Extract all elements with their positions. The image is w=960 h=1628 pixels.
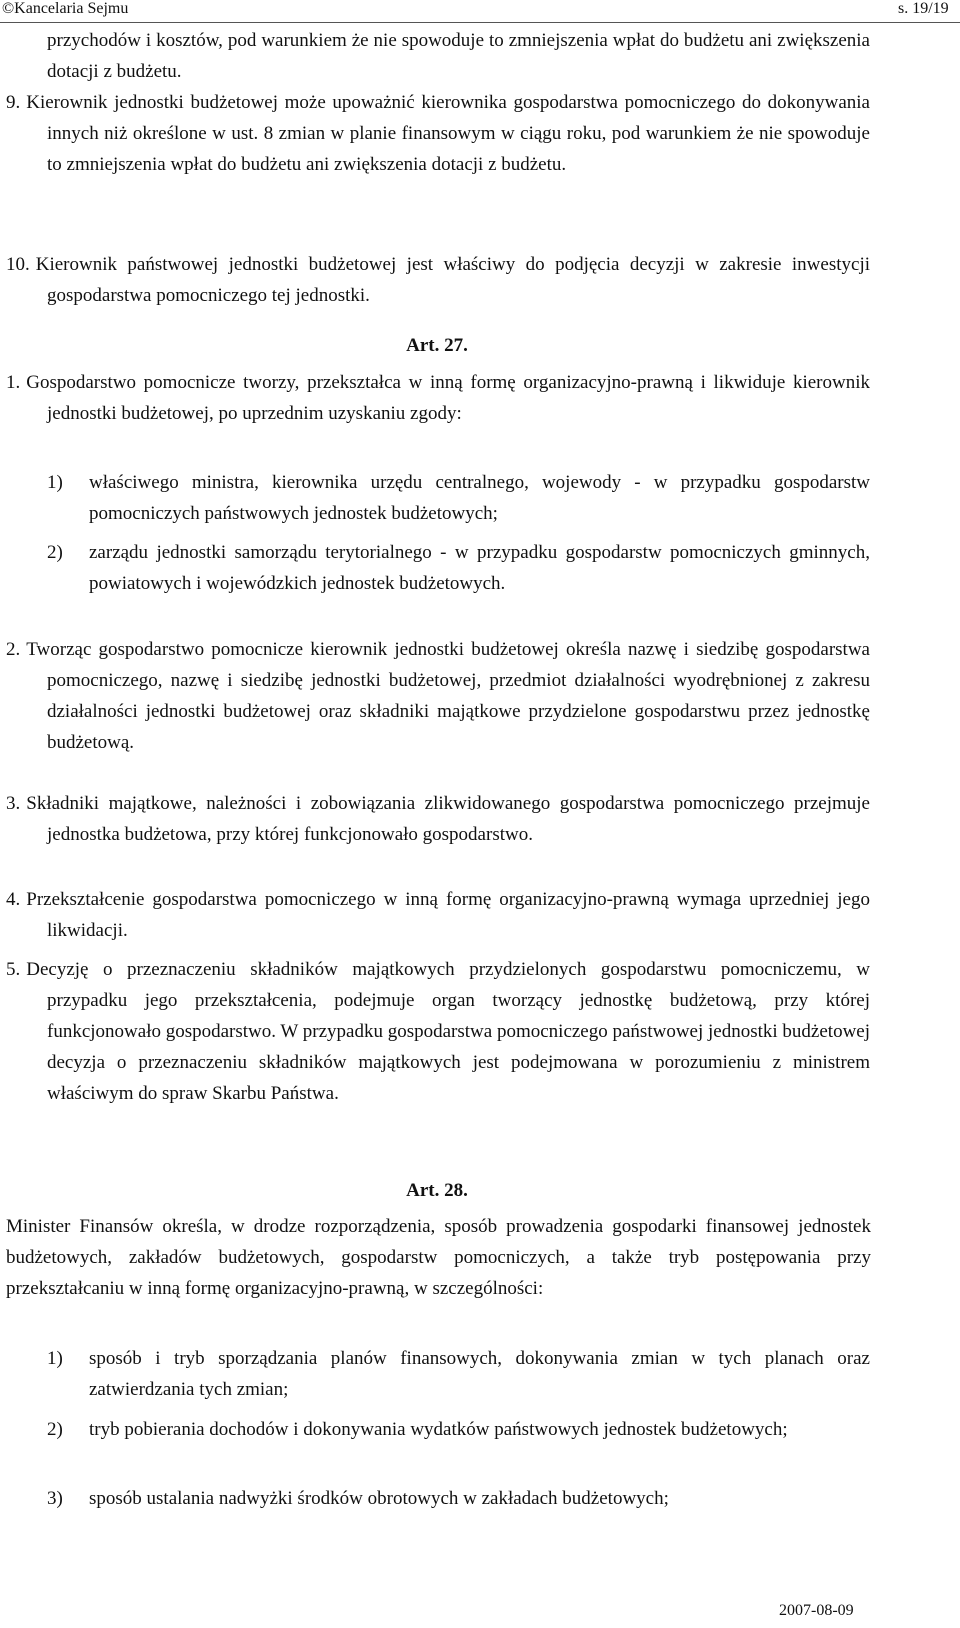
paragraph-number-10: 10. — [6, 254, 30, 275]
article-27-title: Art. 27. — [406, 335, 468, 356]
art27-paragraph-2: Tworząc gospodarstwo pomocnicze kierownik jednostki budżetowej określa nazwę i siedzibę gospodarstwa pomocniczego, nazwę i siedzibę jednostki budżetowej, przedmiot działalności wyodrębnionej z zakresu działalności jednostki budżetowej oraz składniki majątkowe przydzielone gospodarstwu przez jednostkę budżetową. — [26, 639, 870, 753]
art27-paragraph-4: Przekształcenie gospodarstwa pomocniczego w inną formę organizacyjno-prawną wymaga uprzedniej jego likwidacji. — [26, 889, 870, 941]
art27-paragraph-number-4: 4. — [6, 889, 21, 910]
footer-date: 2007-08-09 — [779, 1602, 854, 1619]
article-28-title: Art. 28. — [406, 1180, 468, 1201]
art27-paragraph-number-1: 1. — [6, 372, 21, 393]
art28-item-number-1: 1) — [47, 1348, 63, 1369]
copyright-notice: ©Kancelaria Sejmu — [2, 0, 129, 17]
art27-item-number-1: 1) — [47, 472, 63, 493]
art27-paragraph-number-5: 5. — [6, 959, 21, 980]
art27-paragraph-5: Decyzję o przeznaczeniu składników majątkowych przydzielonych gospodarstwu pomocniczemu, w przypadku jego przekształcenia, podejmuje organ tworzący jednostkę budżetową, przy której funkcjonowało gospodarstwo. W przypadku gospodarstwa pomocniczego państwowej jednostki budżetowej decyzja o przeznaczeniu składników majątkowych jest podejmowana w porozumieniu z ministrem właściwym do spraw Skarbu Państwa. — [26, 959, 870, 1104]
paragraph-number-9: 9. — [6, 92, 21, 113]
art27-item-2: zarządu jednostki samorządu terytorialnego - w przypadku gospodarstw pomocniczych gminnych, powiatowych i wojewódzkich jednostek budżetowych. — [89, 542, 870, 594]
art27-item-number-2: 2) — [47, 542, 63, 563]
art28-item-2: tryb pobierania dochodów i dokonywania wydatków państwowych jednostek budżetowych; — [89, 1419, 788, 1440]
art28-intro: Minister Finansów określa, w drodze rozporządzenia, sposób prowadzenia gospodarki finansowej jednostek budżetowych, zakładów budżetowych, gospodarstw pomocniczych, a także tryb postępowania przy przekształcaniu w inną formę organizacyjno-prawną, w szczególności: — [6, 1216, 871, 1299]
art27-paragraph-number-2: 2. — [6, 639, 21, 660]
art27-paragraph-1: Gospodarstwo pomocnicze tworzy, przekształca w inną formę organizacyjno-prawną i likwiduje kierownik jednostki budżetowej, po uprzednim uzyskaniu zgody: — [26, 372, 870, 424]
art28-item-number-3: 3) — [47, 1488, 63, 1509]
page-number: s. 19/19 — [898, 0, 949, 17]
paragraph-9: Kierownik jednostki budżetowej może upoważnić kierownika gospodarstwa pomocniczego do dokonywania innych niż określone w ust. 8 zmian w planie finansowym w ciągu roku, pod warunkiem że nie spowoduje to zmniejszenia wpłat do budżetu ani zwiększenia dotacji z budżetu. — [26, 92, 870, 175]
art27-paragraph-3: Składniki majątkowe, należności i zobowiązania zlikwidowanego gospodarstwa pomocniczego przejmuje jednostka budżetowa, przy której funkcjonowało gospodarstwo. — [26, 793, 870, 845]
art28-item-1: sposób i tryb sporządzania planów finansowych, dokonywania zmian w tych planach oraz zatwierdzania tych zmian; — [89, 1348, 870, 1400]
page-header — [0, 0, 960, 23]
paragraph-10: Kierownik państwowej jednostki budżetowej jest właściwy do podjęcia decyzji w zakresie inwestycji gospodarstwa pomocniczego tej jednostki. — [35, 254, 870, 306]
continuation-paragraph: przychodów i kosztów, pod warunkiem że nie spowoduje to zmniejszenia wpłat do budżetu ani zwiększenia dotacji z budżetu. — [47, 30, 870, 82]
art28-item-3: sposób ustalania nadwyżki środków obrotowych w zakładach budżetowych; — [89, 1488, 669, 1509]
art27-item-1: właściwego ministra, kierownika urzędu centralnego, wojewody - w przypadku gospodarstw pomocniczych państwowych jednostek budżetowych; — [89, 472, 870, 524]
art28-item-number-2: 2) — [47, 1419, 63, 1440]
art27-paragraph-number-3: 3. — [6, 793, 21, 814]
